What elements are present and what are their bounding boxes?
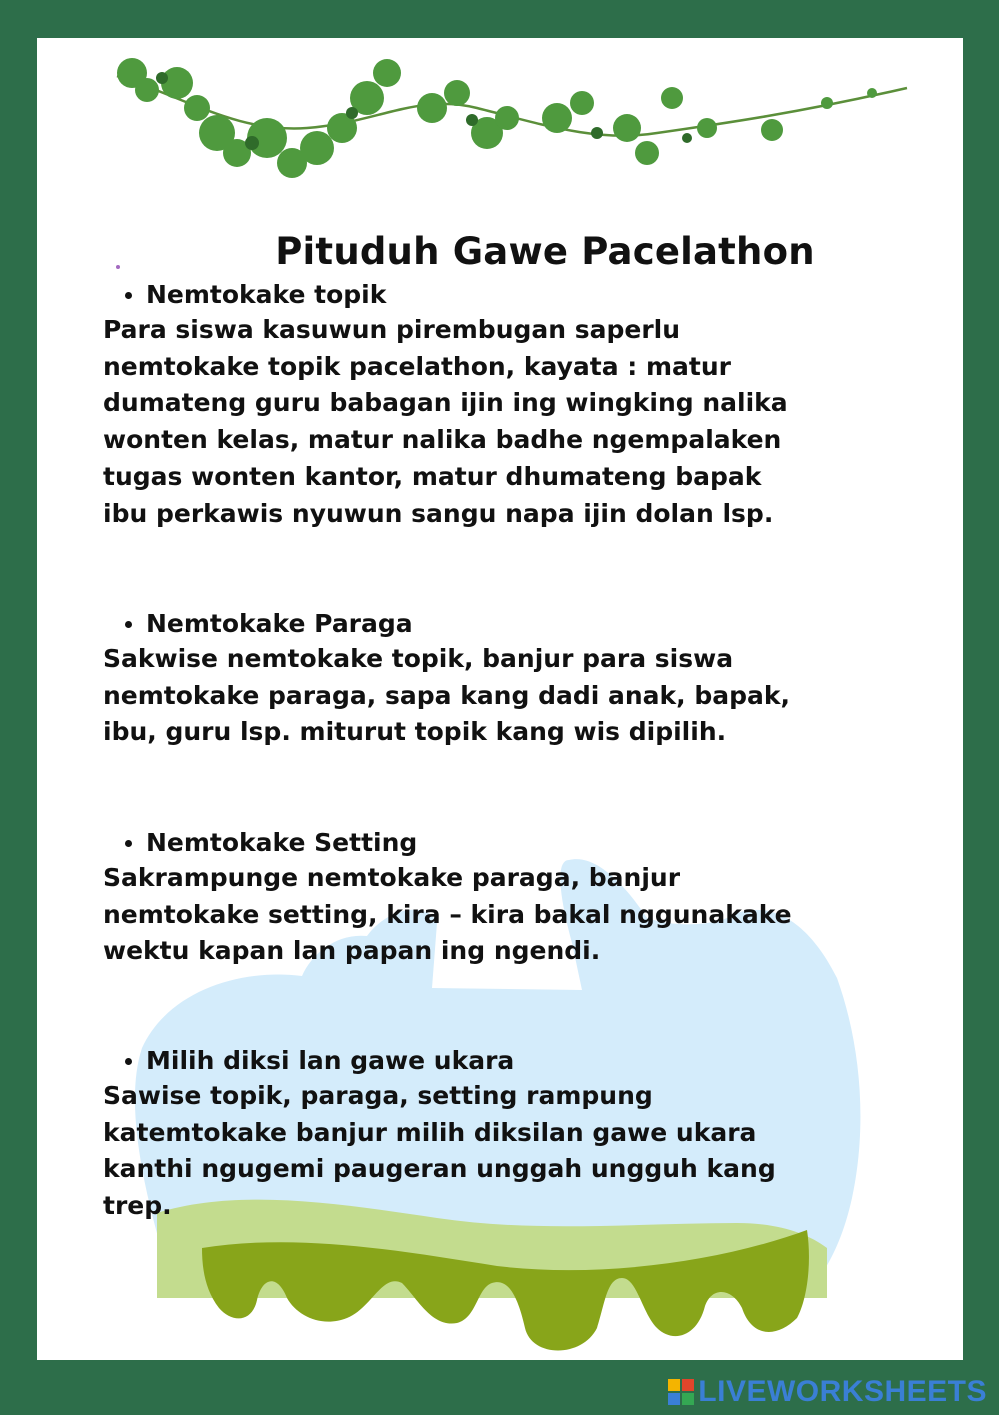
section-body: Sawise topik, paraga, setting rampung katemtokake banjur milih diksilan gawe ukara kanthi ngugemi paugeran unggah ungguh kang trep. xyxy=(103,1081,776,1221)
section-diksi xyxy=(103,1044,803,1225)
section-topik xyxy=(103,278,803,532)
worksheet-page xyxy=(37,38,963,1360)
section-heading xyxy=(125,826,803,860)
section-body: Para siswa kasuwun pirembugan saperlu nemtokake topik pacelathon, kayata : matur dumateng guru babagan ijin ing wingking nalika wonten kelas, matur nalika badhe ngempalaken tugas wonten kantor, matur dhumateng bapak ibu perkawis nyuwun sangu napa ijin dolan lsp. xyxy=(103,315,788,528)
section-body: Sakrampunge nemtokake paraga, banjur nemtokake setting, kira – kira bakal nggunakake wektu kapan lan papan ing ngendi. xyxy=(103,863,792,966)
bullet-icon xyxy=(125,621,132,628)
section-heading xyxy=(125,1044,803,1078)
watermark-text: LIVEWORKSHEETS xyxy=(698,1375,987,1408)
liveworksheets-watermark xyxy=(668,1375,987,1409)
vine-leaves-illustration xyxy=(37,38,963,238)
section-heading-text: Nemtokake Paraga xyxy=(146,609,413,638)
bullet-icon xyxy=(125,1058,132,1065)
liveworksheets-logo-icon xyxy=(668,1379,694,1405)
section-heading-text: Milih diksi lan gawe ukara xyxy=(146,1046,515,1075)
section-body: Sakwise nemtokake topik, banjur para siswa nemtokake paraga, sapa kang dadi anak, bapak, ibu, guru lsp. miturut topik kang wis dipilih. xyxy=(103,644,791,747)
section-heading-text: Nemtokake Setting xyxy=(146,828,418,857)
bullet-icon xyxy=(125,840,132,847)
section-setting xyxy=(103,826,803,970)
bullet-icon xyxy=(125,292,132,299)
section-paraga xyxy=(103,607,803,751)
stray-dot xyxy=(116,265,120,269)
page-title: Pituduh Gawe Pacelathon xyxy=(275,230,815,273)
section-heading-text: Nemtokake topik xyxy=(146,280,387,309)
section-heading xyxy=(125,607,803,641)
section-heading xyxy=(125,278,803,312)
